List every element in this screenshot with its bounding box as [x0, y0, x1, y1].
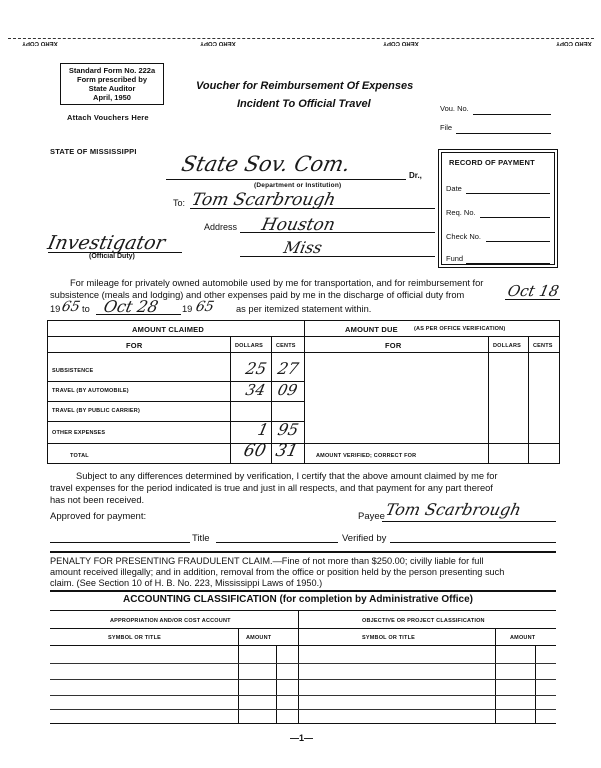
to-word: to [82, 304, 90, 314]
department-handwritten: State Sov. Com. [179, 152, 353, 176]
page-number: —1— [290, 733, 314, 743]
record-of-payment-box [438, 149, 558, 268]
payee-field[interactable] [382, 521, 556, 522]
amount-claimed-header: AMOUNT CLAIMED [132, 325, 204, 334]
title-label: Title [192, 533, 210, 544]
amount-verified-note: AMOUNT VERIFIED; CORRECT FOR [316, 453, 417, 459]
form-title: Voucher for Reimbursement Of Expenses [196, 80, 414, 92]
subsistence-cents: 27 [275, 359, 301, 378]
appropriation-header: APPROPRIATION AND/OR COST ACCOUNT [110, 618, 231, 624]
voucher-number-field[interactable] [473, 114, 551, 115]
symbol-header-right: SYMBOL OR TITLE [362, 635, 416, 641]
travel-auto-cents: 09 [276, 381, 300, 399]
department-field[interactable] [166, 179, 406, 180]
itemized-statement-text: as per itemized statement within. [236, 304, 372, 314]
official-duty-label: (Official Duty) [89, 253, 135, 260]
voucher-number-label: Vou. No. [440, 104, 469, 113]
form-line: Form prescribed by [76, 75, 148, 84]
penalty-text-3: claim. (See Section 10 of H. B. No. 223, Mississippi Laws of 1950.) [50, 578, 323, 588]
address-field[interactable] [240, 232, 435, 233]
other-cents: 95 [275, 420, 301, 439]
objective-header: OBJECTIVE OR PROJECT CLASSIFICATION [362, 618, 485, 624]
total-dollars: 60 [241, 441, 268, 461]
to-field[interactable] [190, 208, 435, 209]
penalty-rule [50, 551, 556, 553]
title-field[interactable] [216, 542, 338, 543]
col-for-right: FOR [385, 341, 402, 350]
certify-text-2: travel expenses for the period indicated is true and just in all respects, and that payment for any part thereof [50, 483, 493, 493]
col-cents-left: CENTS [276, 343, 296, 349]
amount-header-right: AMOUNT [510, 635, 536, 641]
record-req-field[interactable] [480, 217, 550, 218]
col-cents-right: CENTS [533, 343, 553, 349]
address-line2-handwritten: Miss [281, 238, 324, 257]
amounts-table [47, 320, 560, 464]
col-dollars-right: DOLLARS [493, 343, 521, 349]
dr-label: Dr., [409, 171, 422, 180]
accounting-rule [50, 590, 556, 592]
file-label: File [440, 123, 453, 132]
year-prefix-2: 19 [182, 304, 193, 314]
approved-label: Approved for payment: [50, 511, 147, 522]
travel-auto-dollars: 34 [244, 381, 268, 399]
file-field[interactable] [456, 133, 551, 134]
form-number-block [60, 63, 164, 105]
to-date-handwritten: Oct 28 [101, 297, 160, 316]
mileage-text-1: For mileage for privately owned automobile used by me for transportation, and for reimbursement for [70, 278, 484, 288]
department-label: (Department or Institution) [254, 182, 342, 189]
total-cents: 31 [273, 441, 300, 461]
row-subsistence: SUBSISTENCE [52, 368, 94, 374]
penalty-text-1: PENALTY FOR PRESENTING FRAUDULENT CLAIM.—Fine of not more than $250.00; civilly liable for full [50, 556, 484, 566]
record-check-field[interactable] [486, 241, 550, 242]
certify-text-1: Subject to any differences determined by verification, I certify that the above amount claimed by me for [76, 471, 498, 481]
row-travel-public: TRAVEL (BY PUBLIC CARRIER) [52, 408, 141, 414]
top-fold-line [8, 38, 594, 39]
official-duty-handwritten: Investigator [45, 232, 168, 254]
form-subtitle: Incident To Official Travel [237, 98, 371, 110]
record-date-label: Date [446, 184, 462, 193]
to-label: To: [173, 198, 186, 208]
approver-field[interactable] [50, 542, 190, 543]
row-other-expenses: OTHER EXPENSES [52, 430, 106, 436]
form-line: April, 1950 [93, 93, 131, 102]
year-2-handwritten: 65 [194, 299, 216, 315]
xerox-mark: XERO COPY [383, 40, 419, 46]
amount-due-note: (AS PER OFFICE VERIFICATION) [414, 326, 506, 332]
col-for-left: FOR [126, 341, 143, 350]
penalty-text-2: amount received illegally; and in addition, removal from the office or position held by the person presenting such [50, 567, 505, 577]
record-check-label: Check No. [446, 232, 482, 241]
accounting-title: ACCOUNTING CLASSIFICATION (for completion by Administrative Office) [123, 594, 474, 605]
row-total: TOTAL [70, 453, 89, 459]
state-label: STATE OF MISSISSIPPI [50, 147, 137, 156]
record-req-label: Req. No. [446, 208, 476, 217]
to-date-field[interactable] [96, 314, 181, 315]
form-line: State Auditor [88, 84, 136, 93]
year-prefix-1: 19 [50, 304, 61, 314]
mileage-text-2: subsistence (meals and lodging) and other expenses paid by me in the discharge of official duty from [50, 290, 465, 300]
payee-name-handwritten: Tom Scarbrough [189, 190, 338, 210]
payee-signature: Tom Scarbrough [383, 500, 523, 519]
col-dollars-left: DOLLARS [235, 343, 263, 349]
record-fund-label: Fund [446, 254, 464, 263]
from-date-field[interactable] [505, 299, 560, 300]
verified-by-field[interactable] [390, 542, 556, 543]
form-line: Standard Form No. 222a [68, 66, 156, 75]
record-date-field[interactable] [466, 193, 550, 194]
record-fund-field[interactable] [466, 263, 550, 264]
row-travel-auto: TRAVEL (BY AUTOMOBILE) [52, 388, 129, 394]
other-dollars: 1 [255, 420, 271, 439]
address-field-2[interactable] [240, 256, 435, 257]
year-1-handwritten: 65 [60, 299, 82, 315]
address-label: Address [204, 222, 238, 232]
from-date-handwritten: Oct 18 [506, 282, 561, 300]
symbol-header-left: SYMBOL OR TITLE [108, 635, 162, 641]
certify-text-3: has not been received. [50, 495, 145, 505]
payee-label: Payee [358, 511, 385, 522]
accounting-table [50, 610, 556, 724]
xerox-mark: XERO COPY [556, 40, 592, 46]
address-handwritten: Houston [259, 215, 337, 235]
subsistence-dollars: 25 [243, 359, 269, 378]
attach-note: Attach Vouchers Here [67, 113, 149, 122]
xerox-mark: XERO COPY [22, 40, 58, 46]
xerox-mark: XERO COPY [200, 40, 236, 46]
amount-due-header: AMOUNT DUE [345, 325, 398, 334]
record-title: RECORD OF PAYMENT [449, 158, 535, 167]
verified-by-label: Verified by [342, 533, 387, 544]
amount-header-left: AMOUNT [246, 635, 272, 641]
